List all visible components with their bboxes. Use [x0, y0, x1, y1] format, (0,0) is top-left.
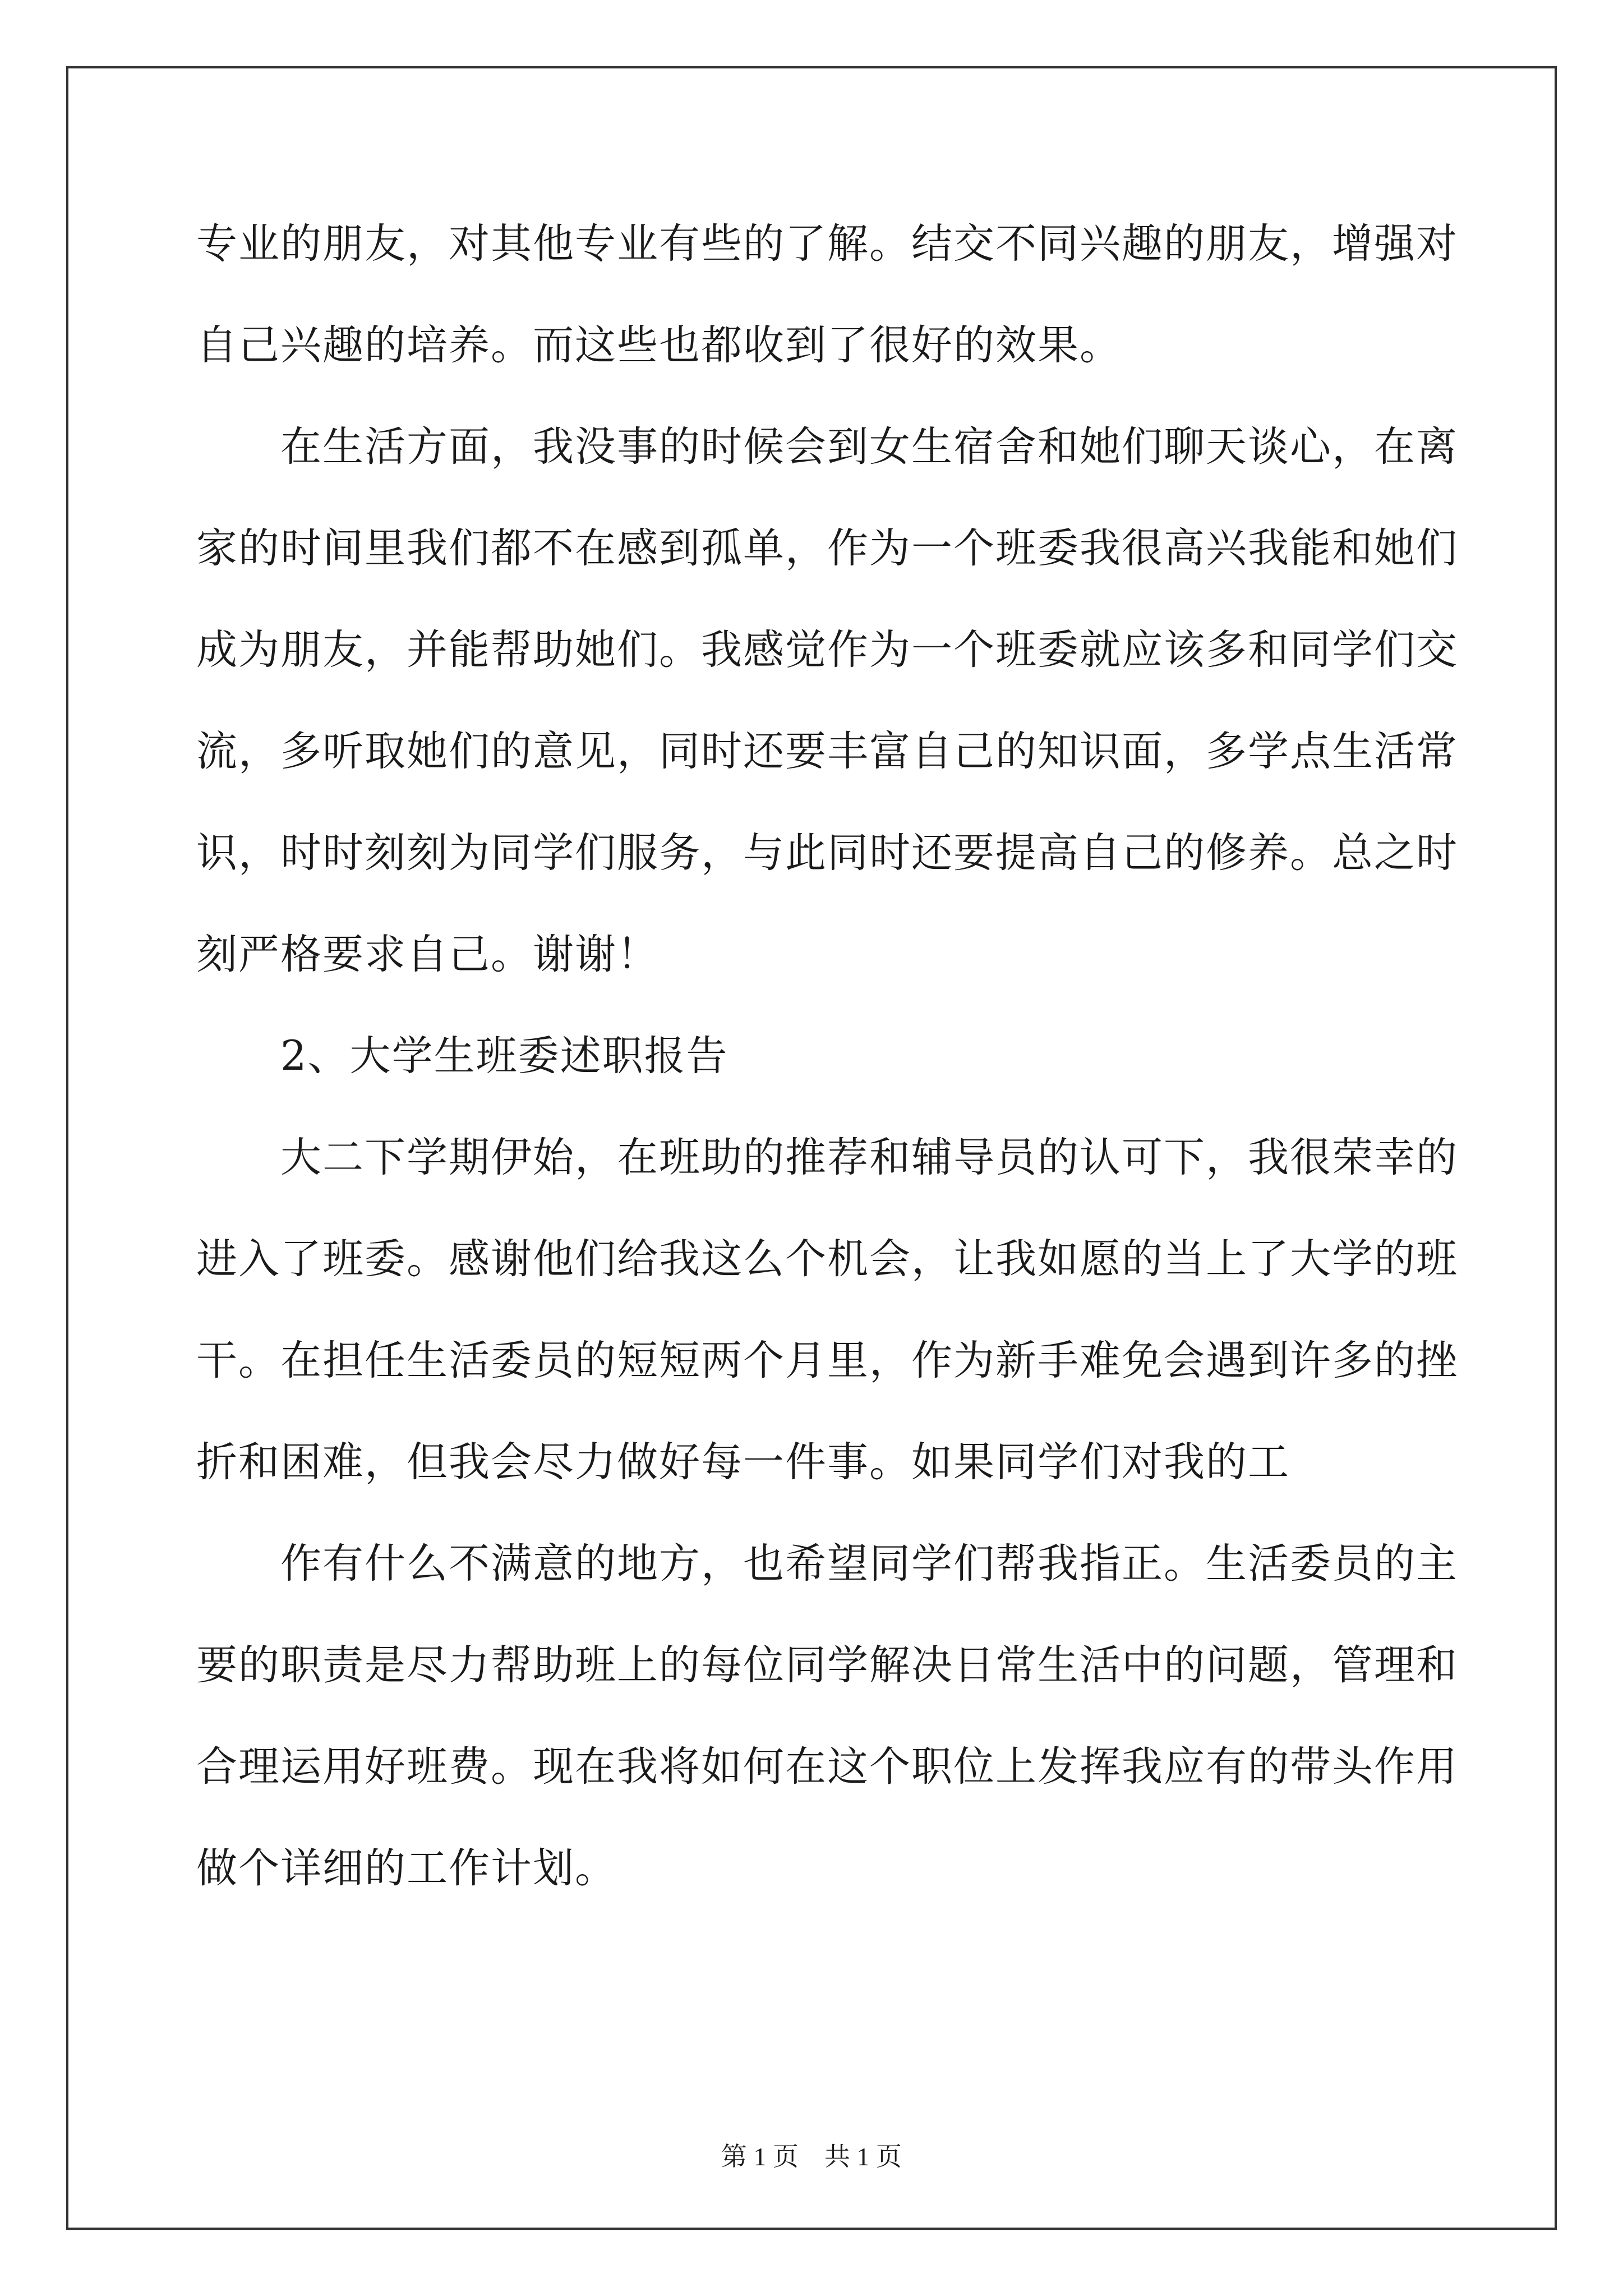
text-line: 做个详细的工作计划。 [196, 1844, 617, 1892]
page-total: 共 1 页 [824, 2142, 902, 2171]
text-line: 专业的朋友，对其他专业有些的了解。结交不同兴趣的朋友，增强对 [196, 220, 1458, 268]
text-line: 流，多听取她们的意见，同时还要丰富自己的知识面，多学点生活常 [196, 728, 1458, 775]
section-heading: 2、大学生班委述职报告 [280, 1032, 728, 1080]
text-line: 折和困难，但我会尽力做好每一件事。如果同学们对我的工 [196, 1438, 1290, 1486]
text-line: 识，时时刻刻为同学们服务，与此同时还要提高自己的修养。总之时 [196, 829, 1458, 877]
page-number: 第 1 页 [721, 2142, 799, 2171]
document-body [196, 213, 1458, 1939]
text-line: 刻严格要求自己。谢谢！ [196, 931, 659, 978]
text-line: 进入了班委。感谢他们给我这么个机会，让我如愿的当上了大学的班 [196, 1235, 1458, 1283]
text-line: 要的职责是尽力帮助班上的每位同学解决日常生活中的问题，管理和 [196, 1641, 1458, 1689]
text-line: 成为朋友，并能帮助她们。我感觉作为一个班委就应该多和同学们交 [196, 626, 1458, 674]
text-line: 合理运用好班费。现在我将如何在这个职位上发挥我应有的带头作用 [196, 1743, 1458, 1791]
text-line: 干。在担任生活委员的短短两个月里，作为新手难免会遇到许多的挫 [196, 1337, 1458, 1384]
page-footer [0, 2140, 1623, 2174]
paragraph-start-line: 作有什么不满意的地方，也希望同学们帮我指正。生活委员的主 [280, 1540, 1458, 1588]
paragraph-start-line: 大二下学期伊始，在班助的推荐和辅导员的认可下，我很荣幸的 [280, 1134, 1458, 1181]
text-line: 家的时间里我们都不在感到孤单，作为一个班委我很高兴我能和她们 [196, 524, 1458, 572]
paragraph-start-line: 在生活方面，我没事的时候会到女生宿舍和她们聊天谈心，在离 [280, 423, 1458, 471]
text-line: 自己兴趣的培养。而这些也都收到了很好的效果。 [196, 321, 1122, 369]
